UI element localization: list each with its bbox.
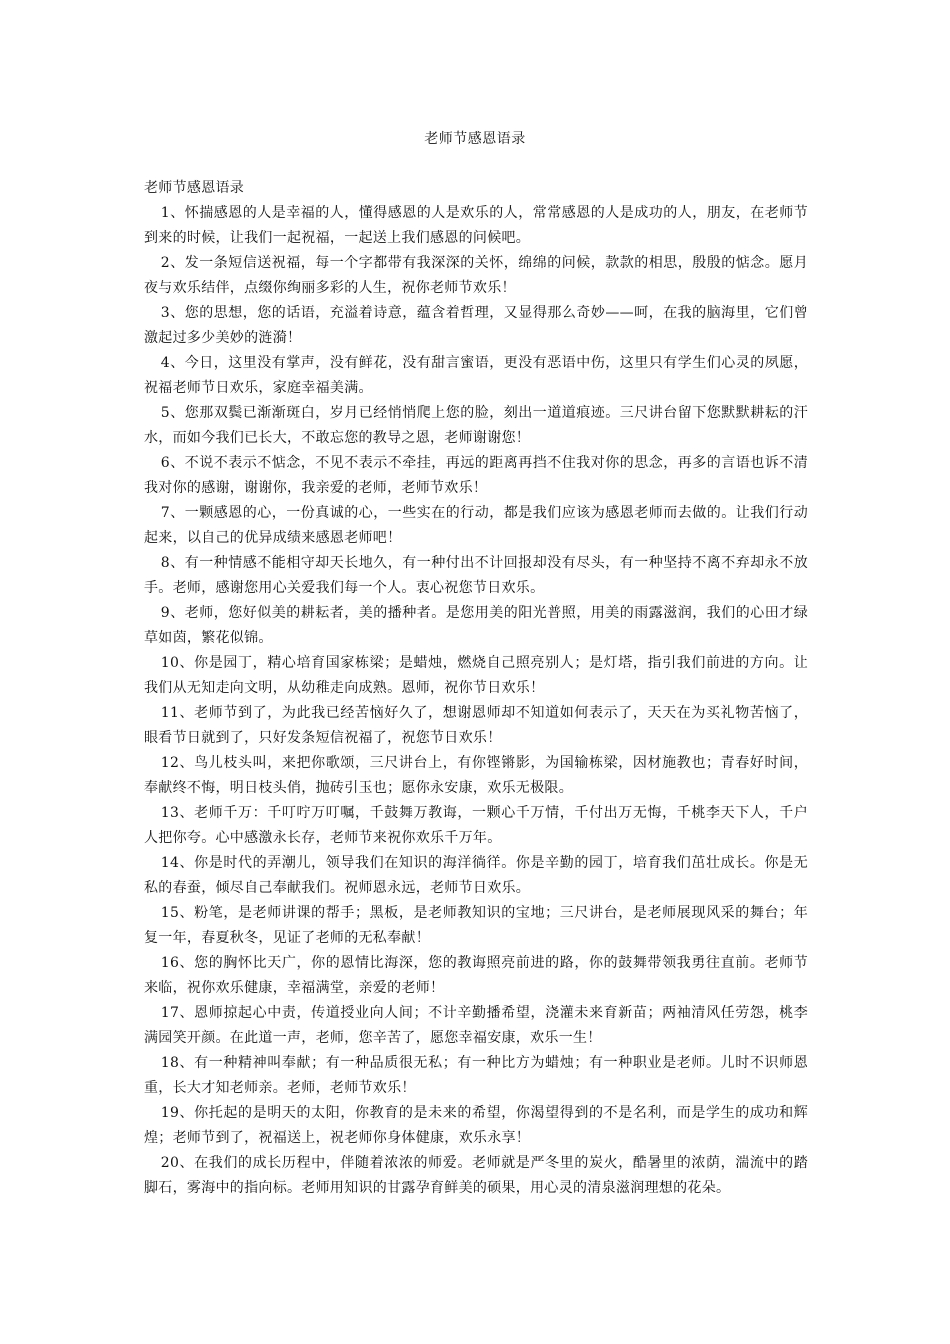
paragraph-15: 15、粉笔，是老师讲课的帮手；黑板，是老师教知识的宝地；三尺讲台，是老师展现风采的舞台；年复一年，春夏秋冬，见证了老师的无私奉献！ — [144, 905, 808, 946]
paragraph-3: 3、您的思想，您的话语，充溢着诗意，蕴含着哲理，又显得那么奇妙——呵，在我的脑海里，它们曾激起过多少美妙的涟漪！ — [144, 305, 808, 346]
paragraph-17: 17、恩师掠起心中责，传道授业向人间；不计辛勤播希望，浇灌未来育新苗；两袖清风任劳怨，桃李满园笑开颜。在此道一声，老师，您辛苦了，愿您幸福安康，欢乐一生！ — [144, 1005, 808, 1046]
paragraph-18: 18、有一种精神叫奉献；有一种品质很无私；有一种比方为蜡烛；有一种职业是老师。儿时不识师恩重，长大才知老师亲。老师，老师节欢乐！ — [144, 1055, 808, 1096]
paragraph-12: 12、鸟儿枝头叫，来把你歌颂，三尺讲台上，有你铿锵影，为国输栋梁，因材施教也；青春好时间，奉献终不悔，明日枝头俏，抛砖引玉也；愿你永安康，欢乐无极限。 — [144, 755, 808, 796]
paragraph-19: 19、你托起的是明天的太阳，你教育的是未来的希望，你渴望得到的不是名利，而是学生的成功和辉煌；老师节到了，祝福送上，祝老师你身体健康，欢乐永享！ — [144, 1105, 808, 1146]
paragraph-7: 7、一颗感恩的心，一份真诚的心，一些实在的行动，都是我们应该为感恩老师而去做的。让我们行动起来，以自己的优异成绩来感恩老师吧！ — [144, 505, 808, 546]
paragraph-11: 11、老师节到了，为此我已经苦恼好久了，想谢恩师却不知道如何表示了，天天在为买礼物苦恼了，眼看节日就到了，只好发条短信祝福了，祝您节日欢乐！ — [144, 705, 808, 746]
paragraph-13: 13、老师千万：千叮咛万叮嘱，千鼓舞万教诲，一颗心千万情，千付出万无悔，千桃李天下人，千户人把你夸。心中感激永长存，老师节来祝你欢乐千万年。 — [144, 805, 808, 846]
paragraph-1: 1、怀揣感恩的人是幸福的人，懂得感恩的人是欢乐的人，常常感恩的人是成功的人，朋友，在老师节到来的时候，让我们一起祝福，一起送上我们感恩的问候吧。 — [144, 205, 808, 246]
paragraph-16: 16、您的胸怀比天广，你的恩情比海深，您的教诲照亮前进的路，你的鼓舞带领我勇往直前。老师节来临，祝你欢乐健康，幸福满堂，亲爱的老师！ — [144, 955, 808, 996]
document-body — [144, 176, 808, 1201]
paragraph-6: 6、不说不表示不惦念，不见不表示不牵挂，再远的距离再挡不住我对你的思念，再多的言语也诉不清我对你的感谢，谢谢你，我亲爱的老师，老师节欢乐！ — [144, 455, 808, 496]
paragraph-14: 14、你是时代的弄潮儿，领导我们在知识的海洋徜徉。你是辛勤的园丁，培育我们茁壮成长。你是无私的春蚕，倾尽自己奉献我们。祝师恩永远，老师节日欢乐。 — [144, 855, 808, 896]
paragraph-5: 5、您那双鬓已渐渐斑白，岁月已经悄悄爬上您的脸，刻出一道道痕迹。三尺讲台留下您默默耕耘的汗水，而如今我们已长大，不敢忘您的教导之恩，老师谢谢您！ — [144, 405, 808, 446]
section-heading: 老师节感恩语录 — [144, 180, 245, 196]
page-title: 老师节感恩语录 — [424, 131, 526, 147]
paragraph-20: 20、在我们的成长历程中，伴随着浓浓的师爱。老师就是严冬里的炭火，酷暑里的浓荫，湍流中的踏脚石，雾海中的指向标。老师用知识的甘露孕育鲜美的硕果，用心灵的清泉滋润理想的花朵。 — [144, 1155, 808, 1196]
paragraph-10: 10、你是园丁，精心培育国家栋梁；是蜡烛，燃烧自己照亮别人；是灯塔，指引我们前进的方向。让我们从无知走向文明，从幼稚走向成熟。恩师，祝你节日欢乐！ — [144, 655, 808, 696]
paragraph-2: 2、发一条短信送祝福，每一个字都带有我深深的关怀，绵绵的问候，款款的相思，殷殷的惦念。愿月夜与欢乐结伴，点缀你绚丽多彩的人生，祝你老师节欢乐！ — [144, 255, 808, 296]
paragraph-8: 8、有一种情感不能相守却天长地久，有一种付出不计回报却没有尽头，有一种坚持不离不弃却永不放手。老师，感谢您用心关爱我们每一个人。衷心祝您节日欢乐。 — [144, 555, 808, 596]
paragraph-9: 9、老师，您好似美的耕耘者，美的播种者。是您用美的阳光普照，用美的雨露滋润，我们的心田才绿草如茵，繁花似锦。 — [144, 605, 808, 646]
paragraph-4: 4、今日，这里没有掌声，没有鲜花，没有甜言蜜语，更没有恶语中伤，这里只有学生们心灵的夙愿，祝福老师节日欢乐，家庭幸福美满。 — [144, 355, 808, 396]
